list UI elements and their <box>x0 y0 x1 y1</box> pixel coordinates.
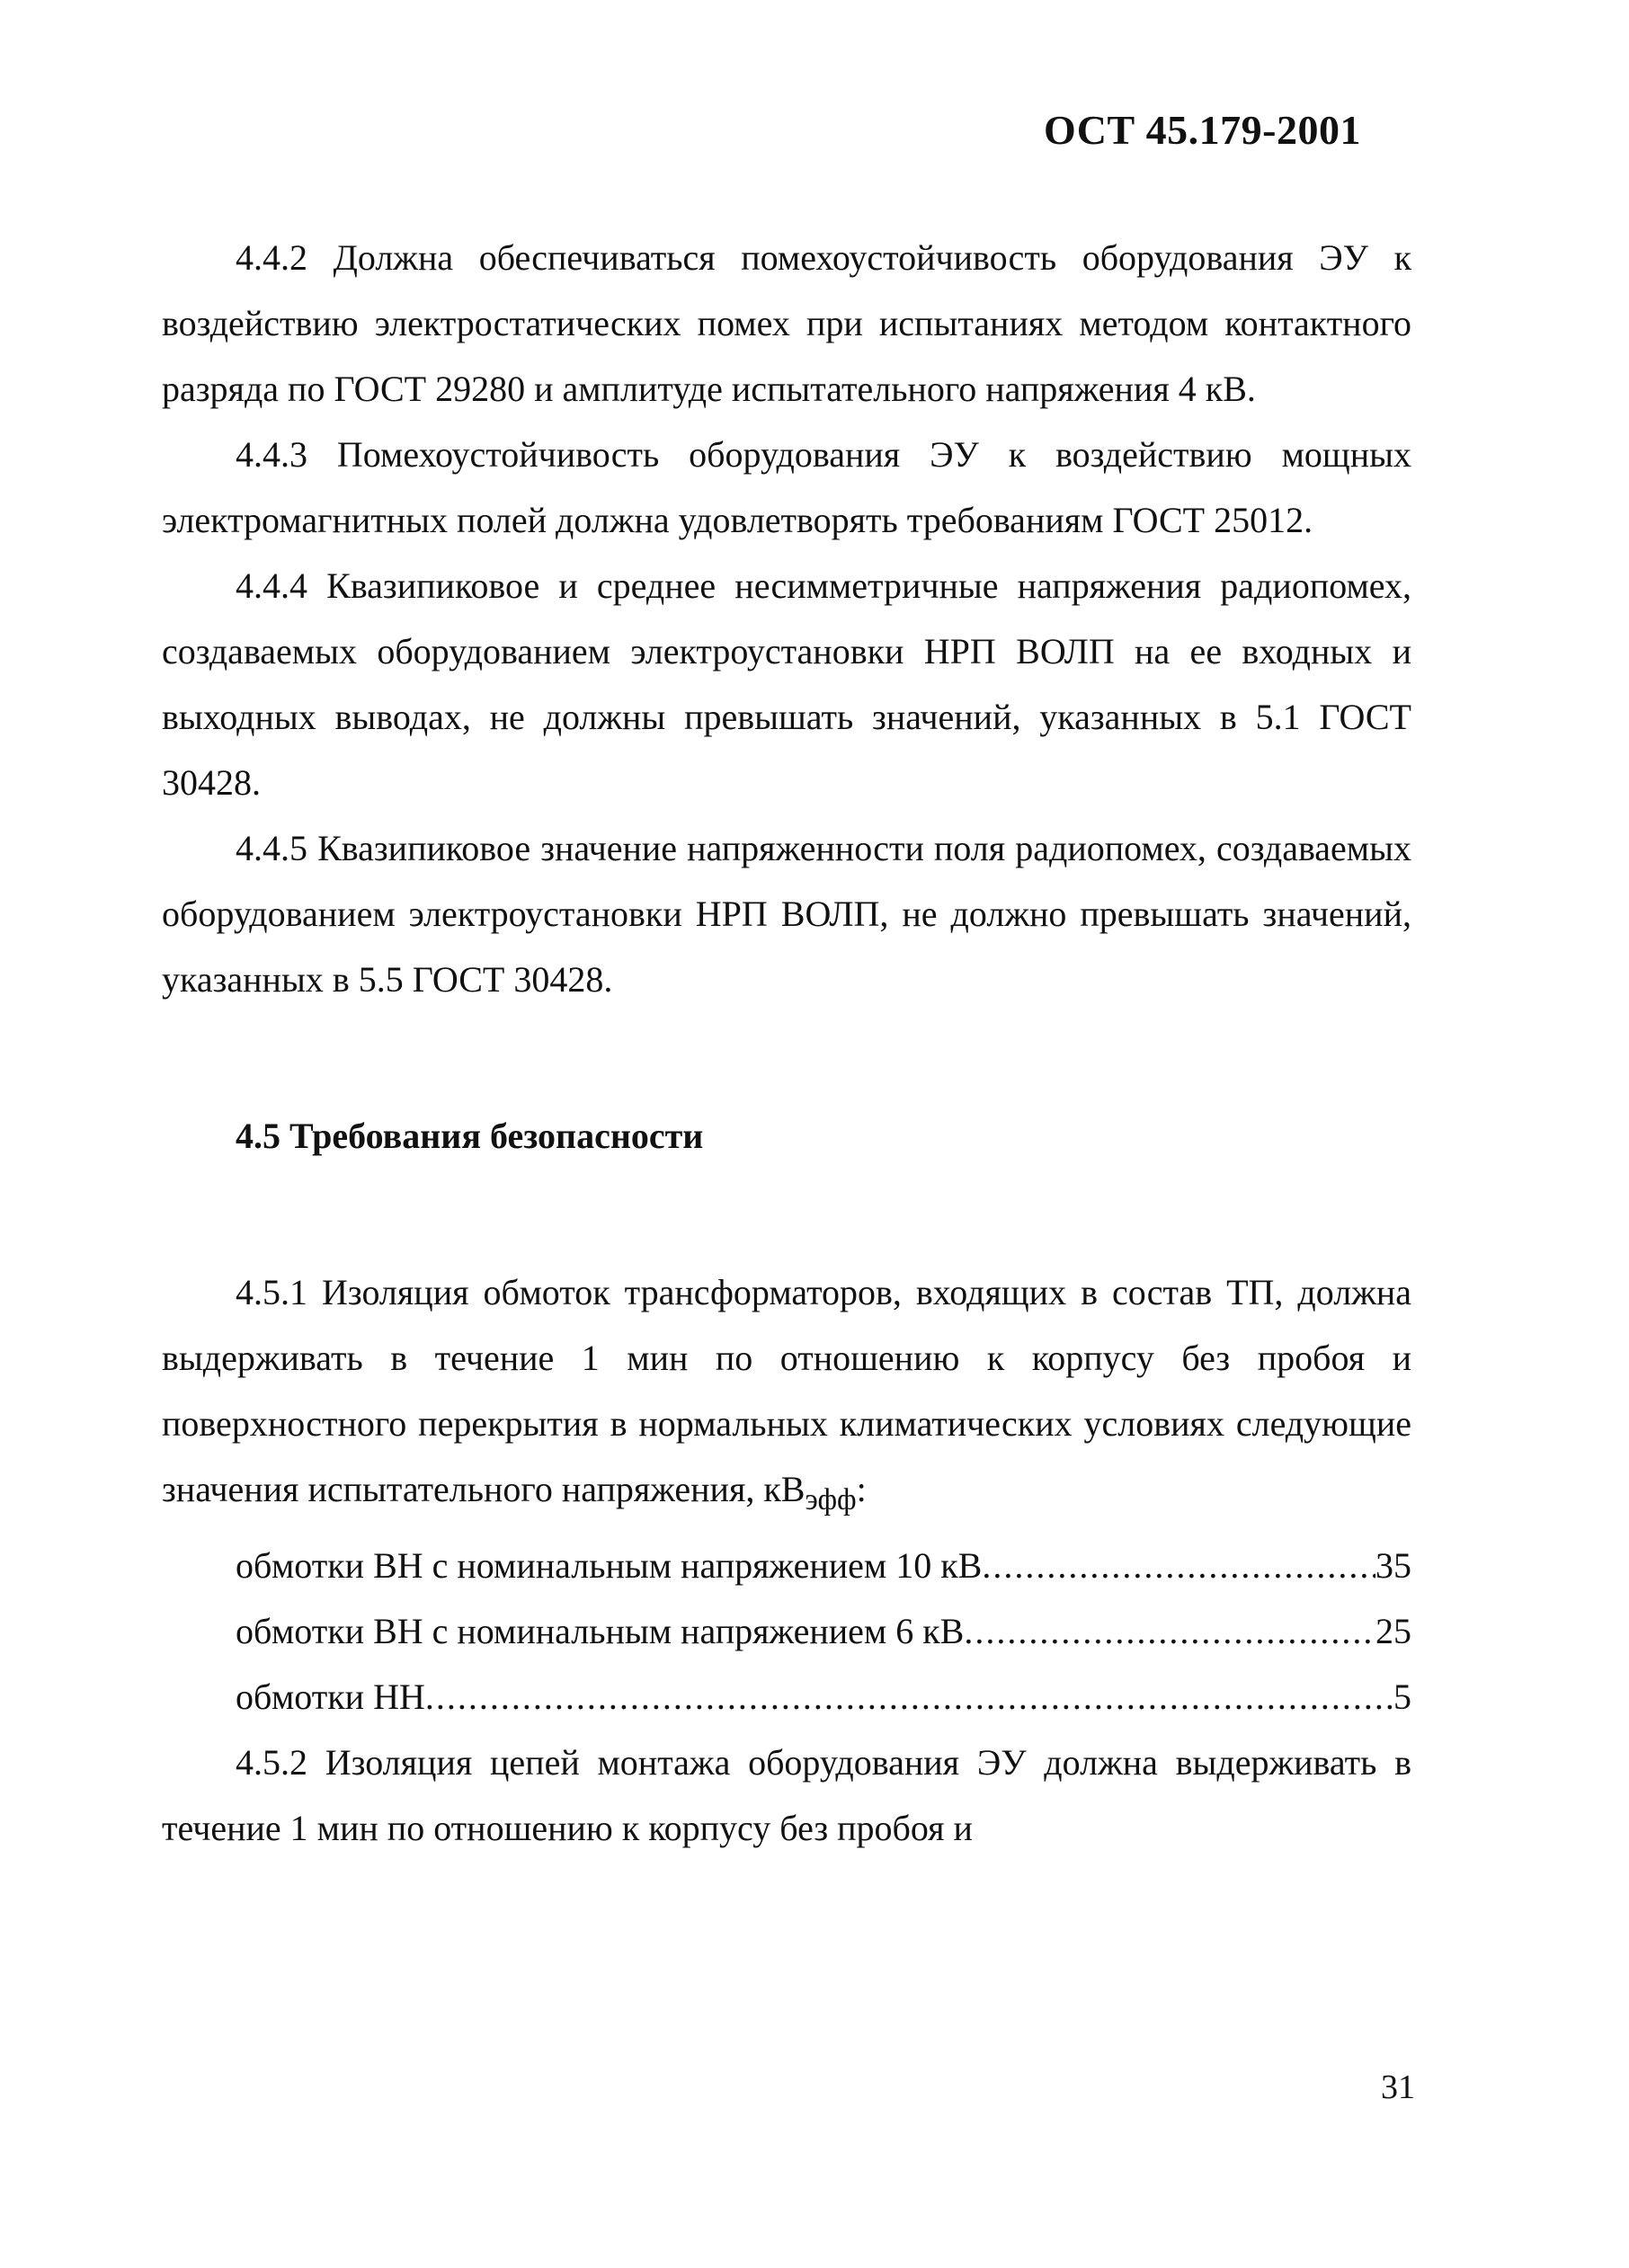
paragraph-4-5-1-suffix: : <box>856 1469 867 1509</box>
paragraph-4-4-2: 4.4.2 Должна обеспечиваться помехоустойчивость оборудования ЭУ к воздействию электростатических помех при испытаниях методом контактного разряда по ГОСТ 29280 и амплитуде испытательного напряжения 4 кВ. <box>162 237 1411 409</box>
voltage-item-value: 35 <box>1375 1545 1411 1586</box>
voltage-item-value: 25 <box>1375 1611 1411 1651</box>
voltage-list-item <box>162 1533 1411 1598</box>
section-heading-4-5: 4.5 Требования безопасности <box>236 1116 704 1156</box>
paragraph-4-5-1 <box>162 1259 1411 1533</box>
paragraph-4-4-3: 4.4.3 Помехоустойчивость оборудования ЭУ к воздействию мощных электромагнитных полей должна удовлетворять требованиям ГОСТ 25012. <box>162 434 1411 540</box>
paragraph-4-4-5: 4.4.5 Квазипиковое значение напряженности поля радиопомех, создаваемых оборудованием электроустановки НРП ВОЛП, не должно превышать значений, указанных в 5.5 ГОСТ 30428. <box>162 828 1411 1000</box>
voltage-item-value: 5 <box>1393 1677 1411 1717</box>
voltage-list-item <box>162 1598 1411 1664</box>
voltage-item-label: обмотки НН <box>236 1677 425 1717</box>
dot-leader <box>425 1664 1393 1730</box>
dot-leader <box>964 1598 1375 1664</box>
paragraph-4-4-4: 4.4.4 Квазипиковое и среднее несимметричные напряжения радиопомех, создаваемых оборудованием электроустановки НРП ВОЛП на ее входных и выходных выводах, не должны превышать значений, указанных в 5.1 ГОСТ 30428. <box>162 565 1411 803</box>
paragraph-4-5-1-text: 4.5.1 Изоляция обмоток трансформаторов, входящих в состав ТП, должна выдерживать в течение 1 мин по отношению к корпусу без пробоя и поверхностного перекрытия в нормальных климатических условиях следующие значения испытательного напряжения, кВ <box>162 1272 1411 1509</box>
page-number: 31 <box>1381 2068 1415 2106</box>
voltage-list-item <box>162 1664 1411 1730</box>
dot-leader <box>982 1533 1375 1598</box>
document-code: ОСТ 45.179-2001 <box>1043 107 1361 153</box>
paragraph-4-5-2: 4.5.2 Изоляция цепей монтажа оборудования ЭУ должна выдерживать в течение 1 мин по отношению к корпусу без пробоя и <box>162 1742 1411 1848</box>
unit-subscript: эфф <box>805 1483 857 1516</box>
voltage-item-label: обмотки ВН с номинальным напряжением 10 кВ <box>236 1545 983 1586</box>
page-content <box>162 225 1411 1861</box>
voltage-item-label: обмотки ВН с номинальным напряжением 6 кВ <box>236 1611 965 1651</box>
